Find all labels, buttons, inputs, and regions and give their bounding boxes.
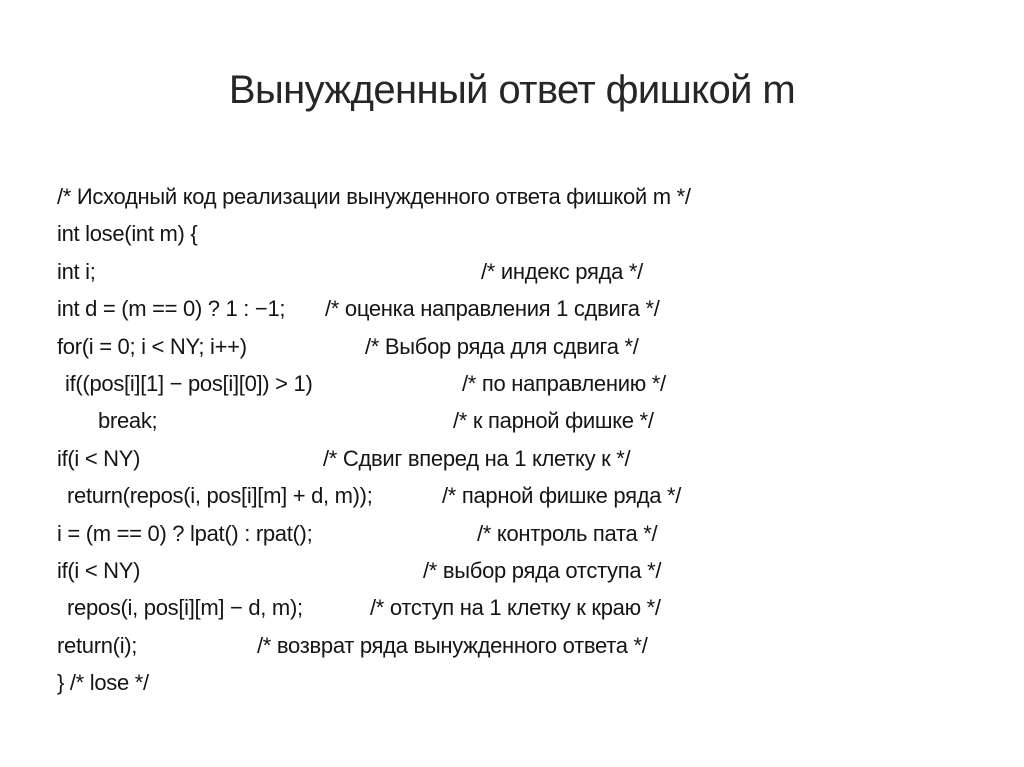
code-text: return(repos(i, pos[i][m] + d, m));	[67, 483, 373, 509]
code-line	[0, 178, 1024, 215]
code-comment: /* Выбор ряда для сдвига */	[365, 333, 639, 359]
code-comment: /* оценка направления 1 сдвига */	[325, 296, 660, 322]
code-line	[0, 440, 1024, 477]
code-text: int i;	[57, 258, 96, 284]
code-line	[0, 627, 1024, 664]
code-text: if((pos[i][1] − pos[i][0]) > 1)	[65, 370, 313, 396]
code-text: i = (m == 0) ? lpat() : rpat();	[57, 520, 313, 546]
code-comment: /* парной фишке ряда */	[442, 483, 682, 509]
code-text: } /* lose */	[57, 670, 149, 696]
code-text: int d = (m == 0) ? 1 : −1;	[57, 296, 286, 322]
code-text: break;	[98, 408, 158, 434]
code-comment: /* Сдвиг вперед на 1 клетку к */	[323, 445, 631, 471]
slide-title: Вынужденный ответ фишкой m	[228, 68, 796, 112]
code-text: repos(i, pos[i][m] − d, m);	[67, 595, 303, 621]
code-line	[0, 589, 1024, 626]
code-line	[0, 515, 1024, 552]
code-text: if(i < NY)	[57, 557, 141, 583]
code-line	[0, 253, 1024, 290]
code-line	[0, 215, 1024, 252]
code-line	[0, 290, 1024, 327]
code-comment: /* выбор ряда отступа */	[423, 557, 662, 583]
code-comment: /* контроль пата */	[477, 520, 658, 546]
code-line	[0, 365, 1024, 402]
code-comment: /* возврат ряда вынужденного ответа */	[257, 632, 648, 658]
code-line	[0, 552, 1024, 589]
code-line	[0, 328, 1024, 365]
code-comment: /* индекс ряда */	[481, 258, 643, 284]
code-text: return(i);	[57, 632, 138, 658]
code-comment: /* к парной фишке */	[453, 408, 654, 434]
code-text: if(i < NY)	[57, 445, 141, 471]
code-comment: /* Исходный код реализации вынужденного ответа фишкой m */	[57, 184, 691, 209]
code-text: for(i = 0; i < NY; i++)	[57, 333, 247, 359]
code-comment: /* отступ на 1 клетку к краю */	[370, 595, 661, 621]
code-comment: /* по направлению */	[462, 370, 666, 396]
code-text: int lose(int m) {	[57, 221, 198, 247]
code-block	[0, 178, 1024, 701]
code-line	[0, 402, 1024, 439]
code-line	[0, 477, 1024, 514]
code-line	[0, 664, 1024, 701]
